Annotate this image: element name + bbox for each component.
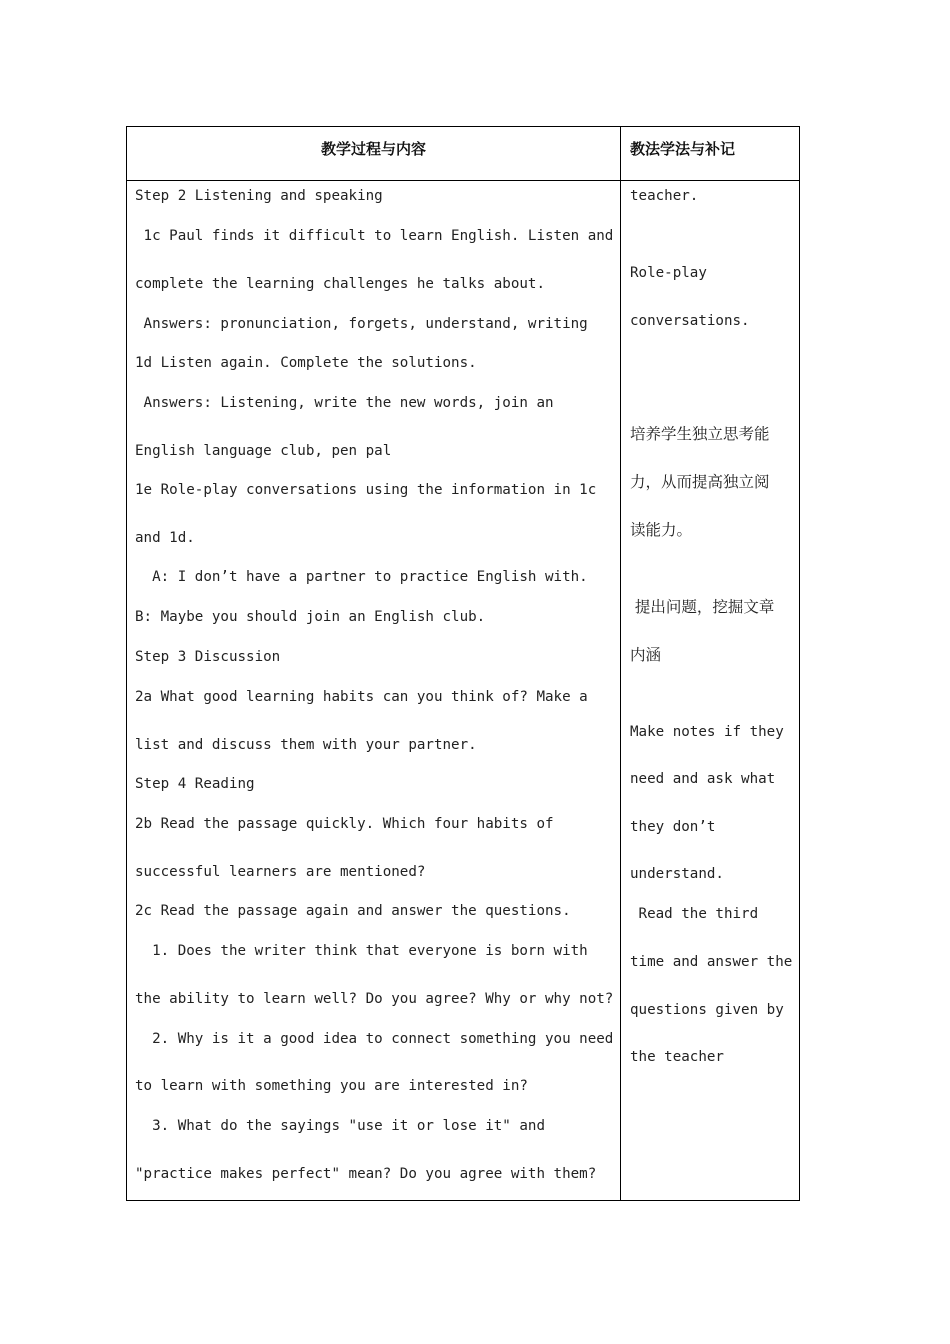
right-line: the teacher [630, 1049, 724, 1065]
left-line: successful learners are mentioned? [135, 864, 426, 880]
left-line: 1e Role-play conversations using the information in 1c [135, 482, 597, 498]
left-line: Answers: Listening, write the new words, join an [135, 395, 554, 411]
left-line: English language club, pen pal [135, 443, 392, 459]
left-line: Step 3 Discussion [135, 649, 281, 665]
right-line: 培养学生独立思考能 [630, 425, 770, 443]
header-method-notes: 教法学法与补记 [630, 140, 736, 158]
right-line: questions given by [630, 1002, 784, 1018]
left-line: Step 4 Reading [135, 776, 255, 792]
right-line: teacher. [630, 188, 699, 204]
left-line: Step 2 Listening and speaking [135, 188, 383, 204]
left-line: "practice makes perfect" mean? Do you agree with them? [135, 1166, 597, 1182]
left-line: and 1d. [135, 530, 195, 546]
right-line: 提出问题，挖掘文章 [630, 598, 775, 616]
left-line: 1c Paul finds it difficult to learn English. Listen and [135, 228, 614, 244]
left-line: 2. Why is it a good idea to connect something you need [135, 1031, 614, 1047]
right-line: 内涵 [630, 646, 662, 664]
left-line: complete the learning challenges he talks about. [135, 276, 545, 292]
left-line: the ability to learn well? Do you agree? Why or why not? [135, 991, 614, 1007]
left-line: Answers: pronunciation, forgets, understand, writing [135, 316, 588, 332]
right-line: 力，从而提高独立阅 [630, 473, 770, 491]
left-line: to learn with something you are interested in? [135, 1078, 528, 1094]
right-line: need and ask what [630, 771, 776, 787]
left-line: 2b Read the passage quickly. Which four habits of [135, 816, 554, 832]
header-divider [126, 180, 800, 181]
right-line: they don’t [630, 819, 716, 835]
right-line: time and answer the [630, 954, 793, 970]
left-line: list and discuss them with your partner. [135, 737, 477, 753]
left-line: 3. What do the sayings "use it or lose it" and [135, 1118, 545, 1134]
left-line: 1. Does the writer think that everyone is born with [135, 943, 588, 959]
right-line: Make notes if they [630, 724, 784, 740]
column-divider [620, 126, 621, 1201]
header-process-content: 教学过程与内容 [320, 140, 426, 158]
right-line: Role-play [630, 265, 707, 281]
left-line: 1d Listen again. Complete the solutions. [135, 355, 477, 371]
left-line: 2a What good learning habits can you think of? Make a [135, 689, 588, 705]
right-line: Read the third [630, 906, 759, 922]
left-line: A: I don’t have a partner to practice English with. [135, 569, 588, 585]
right-line: 读能力。 [630, 521, 693, 539]
right-line: conversations. [630, 313, 750, 329]
left-line: 2c Read the passage again and answer the questions. [135, 903, 571, 919]
left-line: B: Maybe you should join an English club. [135, 609, 486, 625]
right-line: understand. [630, 866, 724, 882]
